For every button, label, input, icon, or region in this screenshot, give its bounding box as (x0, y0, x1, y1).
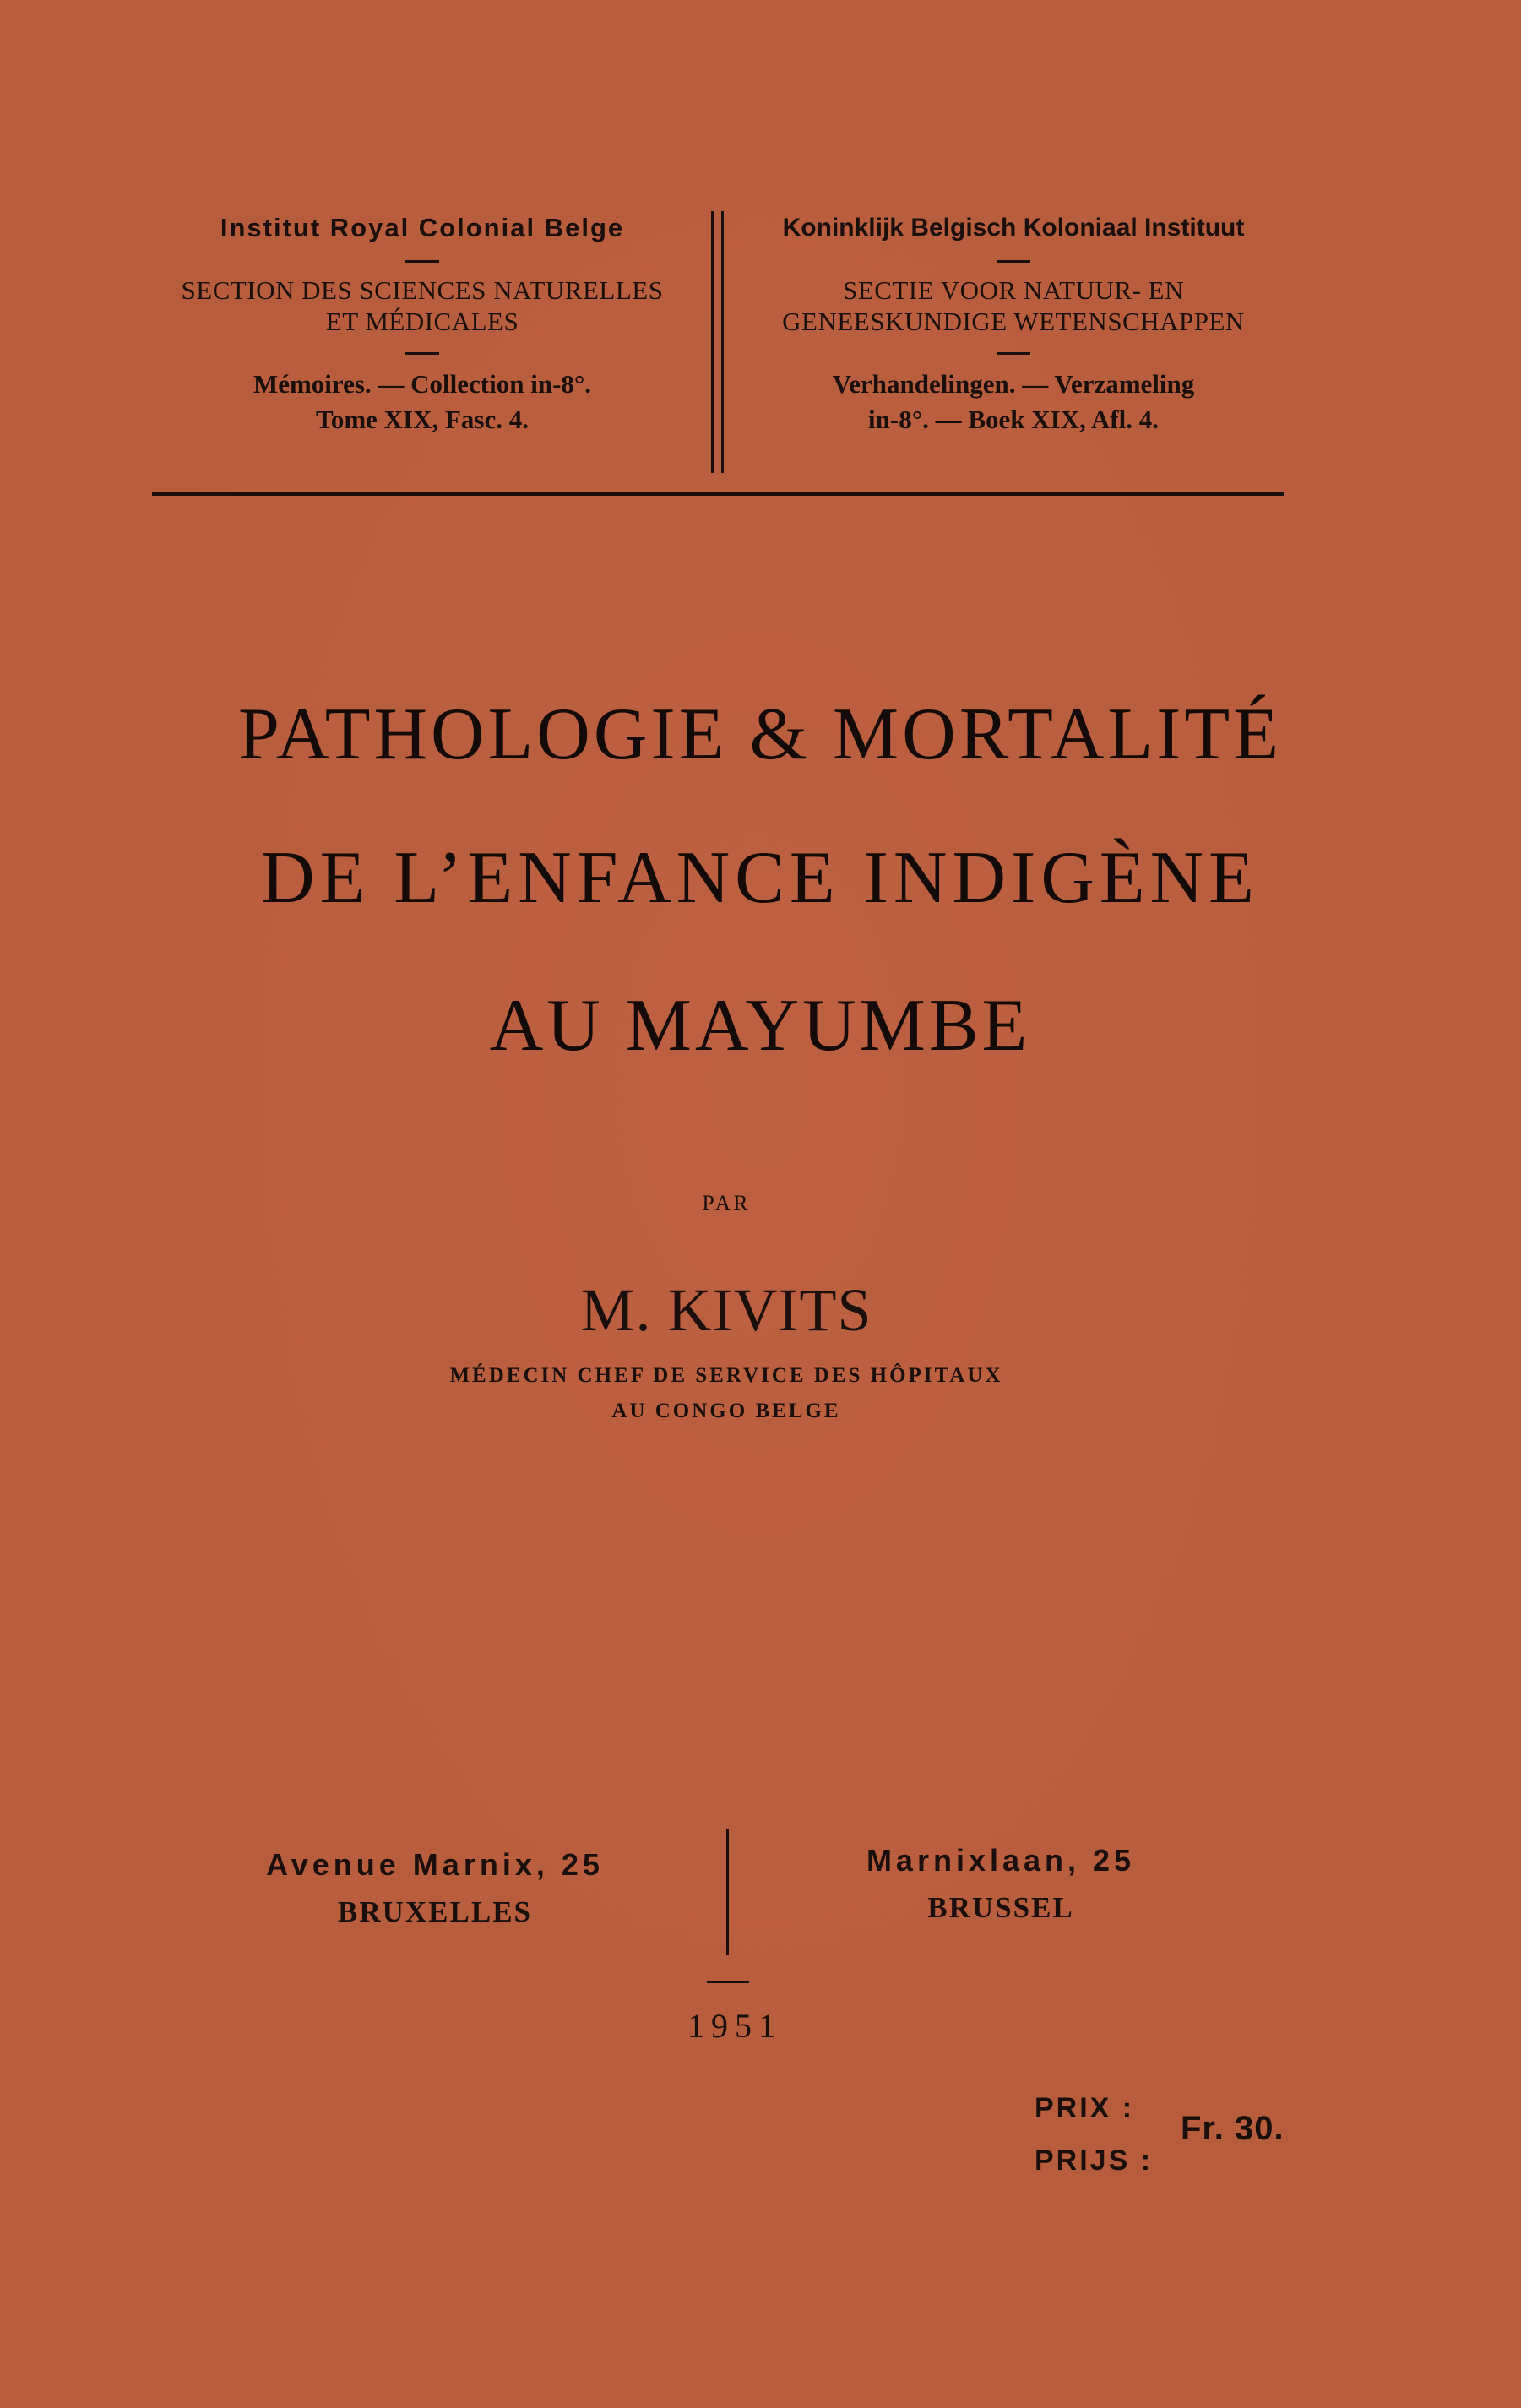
street-fr: Avenue Marnix, 25 (266, 1847, 604, 1882)
series-fr-line1: Mémoires. — Collection in-8°. (253, 369, 592, 399)
section-name-fr-line1: SECTION DES SCIENCES NATURELLES (181, 275, 664, 305)
dash-separator (405, 260, 439, 263)
price-label-fr: PRIX : (1035, 2092, 1135, 2124)
section-name-fr-line2: ET MÉDICALES (325, 307, 519, 336)
section-name-nl-line1: SECTIE VOOR NATUUR- EN (843, 275, 1184, 305)
title-line-2: DE L’ENFANCE INDIGÈNE (261, 837, 1259, 919)
dash-separator (405, 352, 439, 355)
section-name-nl-line2: GENEESKUNDIGE WETENSCHAPPEN (782, 307, 1245, 336)
header-dutch (735, 211, 1292, 438)
author-role-line1: MÉDECIN CHEF DE SERVICE DES HÔPITAUX (449, 1364, 1003, 1387)
title-line-3: AU MAYUMBE (489, 985, 1031, 1067)
header-french (144, 211, 701, 438)
dash-separator (997, 352, 1030, 355)
author-role-line2: AU CONGO BELGE (611, 1400, 841, 1422)
by-label: PAR (702, 1191, 751, 1215)
address-french (182, 1841, 688, 1936)
institute-name-nl: Koninklijk Belgisch Koloniaal Instituut (782, 214, 1245, 242)
author-name: M. KIVITS (580, 1276, 872, 1344)
address-dutch (747, 1837, 1254, 1932)
street-nl: Marnixlaan, 25 (866, 1843, 1136, 1878)
series-fr-line2: Tome XIX, Fasc. 4. (315, 405, 529, 434)
publication-year: 1951 (687, 2007, 782, 2045)
title-line-1: PATHOLOGIE & MORTALITÉ (238, 693, 1282, 775)
dash-separator (997, 260, 1030, 263)
footer-divider (726, 1829, 729, 1955)
city-fr: BRUXELLES (337, 1895, 533, 1928)
price-labels (1035, 2082, 1153, 2187)
price-label-nl: PRIJS : (1035, 2144, 1154, 2177)
series-nl-line2: in-8°. — Boek XIX, Afl. 4. (868, 405, 1159, 434)
city-nl: BRUSSEL (927, 1891, 1074, 1924)
header-double-divider (711, 211, 724, 473)
publisher-header (144, 211, 1284, 481)
institute-name-fr: Institut Royal Colonial Belge (220, 213, 625, 242)
footer-dash (707, 1981, 749, 1983)
header-rule (152, 492, 1284, 496)
price-value: Fr. 30. (1181, 2110, 1285, 2147)
series-nl-line1: Verhandelingen. — Verzameling (832, 369, 1195, 399)
